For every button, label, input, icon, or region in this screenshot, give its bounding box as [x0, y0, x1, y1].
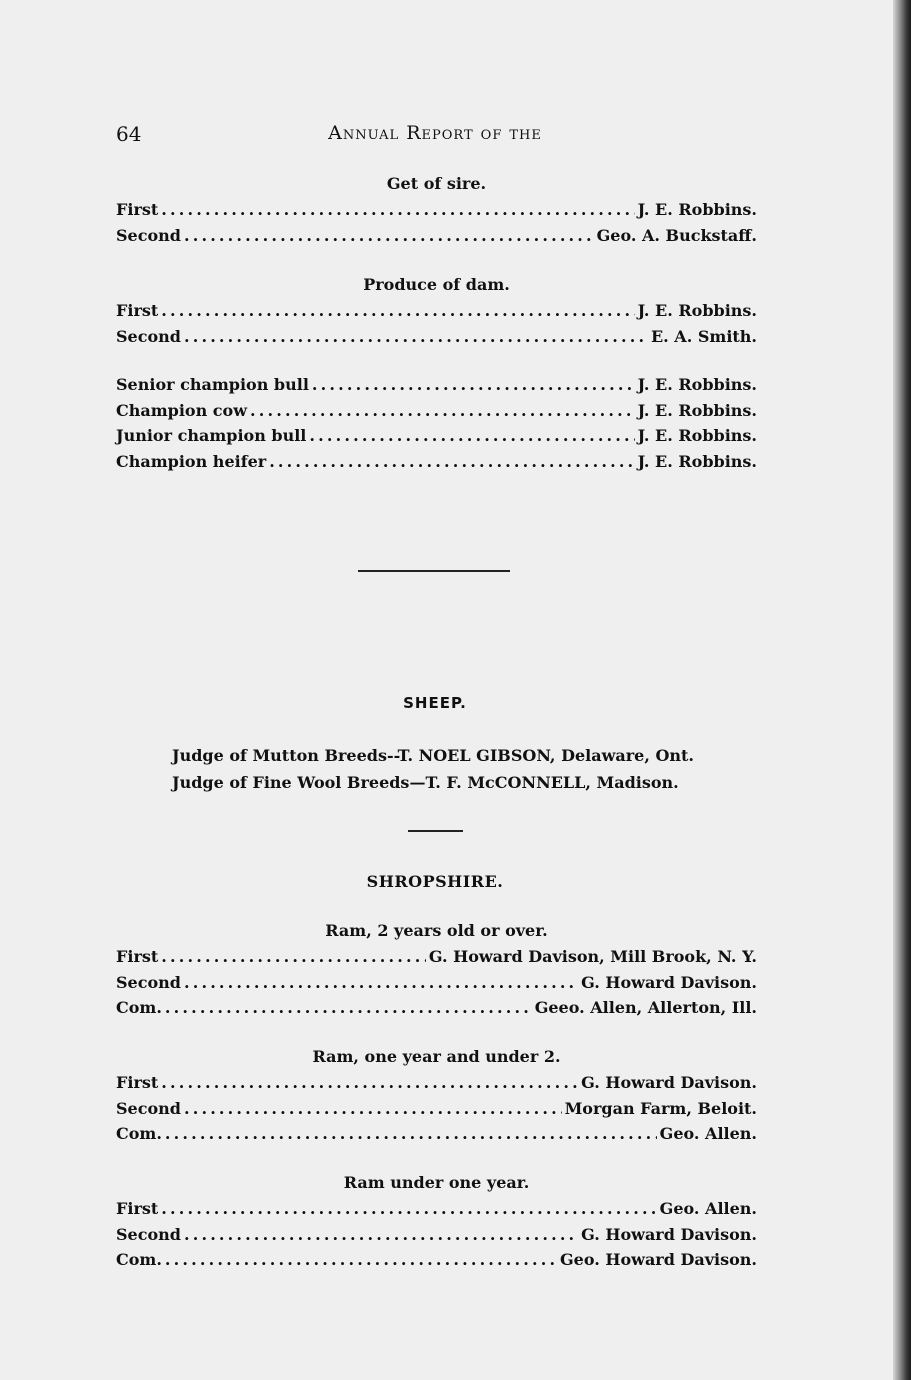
- dot-leader: [161, 944, 426, 970]
- award-row: [116, 223, 757, 249]
- award-row: [116, 398, 757, 424]
- page-number: 64: [116, 122, 142, 146]
- judge-line: Judge of Mutton Breeds--T. NOEL GIBSON, Delaware, Ont.: [172, 746, 694, 765]
- award-row: [116, 298, 757, 324]
- dot-leader: [184, 1222, 578, 1248]
- award-winner: Geo. Allen.: [659, 1124, 757, 1143]
- award-label: Second: [116, 972, 181, 992]
- award-winner: J. E. Robbins.: [637, 426, 757, 445]
- award-row: [116, 1247, 757, 1273]
- award-row: [116, 1196, 757, 1222]
- dot-leader: [269, 449, 634, 475]
- dot-leader: [250, 398, 635, 424]
- dot-leader: [312, 372, 635, 398]
- award-winner: J. E. Robbins.: [637, 301, 757, 320]
- award-label: First: [116, 947, 159, 966]
- award-label: Com.: [116, 1250, 162, 1269]
- book-binding-edge: [893, 0, 911, 1380]
- dot-leader: [165, 1121, 657, 1147]
- judges-list: [172, 742, 772, 796]
- award-row: [116, 372, 757, 398]
- award-row: [116, 1121, 757, 1147]
- award-label: Second: [116, 326, 181, 346]
- award-winner: G. Howard Davison, Mill Brook, N. Y.: [428, 947, 757, 966]
- produce-of-dam-section: [116, 272, 757, 349]
- award-label: First: [116, 1073, 159, 1092]
- ram-one-year-section: [116, 1044, 757, 1147]
- award-label: Senior champion bull: [116, 375, 309, 394]
- award-winner: Geo. A. Buckstaff.: [596, 225, 757, 245]
- dot-leader: [161, 1196, 656, 1222]
- class-title: Ram, one year and under 2.: [312, 1047, 561, 1066]
- award-label: Com.: [116, 998, 162, 1017]
- dot-leader: [165, 1247, 557, 1273]
- sheep-heading: SHEEP.: [403, 694, 467, 712]
- dot-leader: [184, 223, 594, 249]
- award-winner: G. Howard Davison.: [581, 972, 757, 992]
- award-row: [116, 1070, 757, 1096]
- award-winner: J. E. Robbins.: [637, 400, 757, 420]
- dot-leader: [161, 298, 634, 324]
- award-label: Champion heifer: [116, 451, 267, 471]
- shropshire-heading: SHROPSHIRE.: [366, 872, 504, 891]
- dot-leader: [309, 423, 634, 449]
- dot-leader: [184, 1096, 562, 1122]
- award-winner: Geo. Howard Davison.: [560, 1250, 757, 1269]
- section-divider: [358, 570, 510, 572]
- dot-leader: [161, 1070, 578, 1096]
- award-row: [116, 324, 757, 350]
- award-label: Com.: [116, 1124, 162, 1143]
- award-label: First: [116, 301, 159, 320]
- award-winner: J. E. Robbins.: [637, 451, 757, 471]
- award-row: [116, 944, 757, 970]
- dot-leader: [165, 995, 532, 1021]
- champions-section: [116, 372, 757, 474]
- short-divider: [408, 830, 463, 832]
- ram-under-one-year-section: [116, 1170, 757, 1273]
- award-winner: G. Howard Davison.: [581, 1073, 757, 1092]
- award-label: Champion cow: [116, 400, 247, 420]
- award-row: [116, 1096, 757, 1122]
- page-header: [0, 122, 893, 152]
- award-row: [116, 995, 757, 1021]
- award-label: Second: [116, 1224, 181, 1244]
- dot-leader: [161, 197, 634, 223]
- award-label: Second: [116, 225, 181, 245]
- award-winner: Geeo. Allen, Allerton, Ill.: [534, 998, 757, 1017]
- get-of-sire-section: [116, 171, 757, 248]
- running-head: Annual Report of the: [328, 122, 542, 144]
- section-title: Get of sire.: [386, 174, 487, 193]
- award-row: [116, 1222, 757, 1248]
- award-label: Junior champion bull: [116, 426, 307, 445]
- award-winner: J. E. Robbins.: [637, 375, 757, 394]
- award-winner: Geo. Allen.: [659, 1199, 757, 1218]
- award-winner: E. A. Smith.: [650, 326, 757, 346]
- class-title: Ram, 2 years old or over.: [325, 921, 548, 940]
- award-label: First: [116, 200, 159, 219]
- award-label: First: [116, 1199, 159, 1218]
- section-title: Produce of dam.: [363, 275, 510, 294]
- award-winner: J. E. Robbins.: [637, 200, 757, 219]
- award-row: [116, 970, 757, 996]
- class-title: Ram under one year.: [343, 1173, 530, 1192]
- award-row: [116, 197, 757, 223]
- judge-line: Judge of Fine Wool Breeds—T. F. McCONNELL, Madison.: [172, 773, 679, 792]
- ram-2-years-section: [116, 918, 757, 1021]
- award-row: [116, 449, 757, 475]
- dot-leader: [184, 324, 648, 350]
- dot-leader: [184, 970, 578, 996]
- award-row: [116, 423, 757, 449]
- award-label: Second: [116, 1098, 181, 1118]
- award-winner: G. Howard Davison.: [581, 1224, 757, 1244]
- award-winner: Morgan Farm, Beloit.: [564, 1098, 757, 1118]
